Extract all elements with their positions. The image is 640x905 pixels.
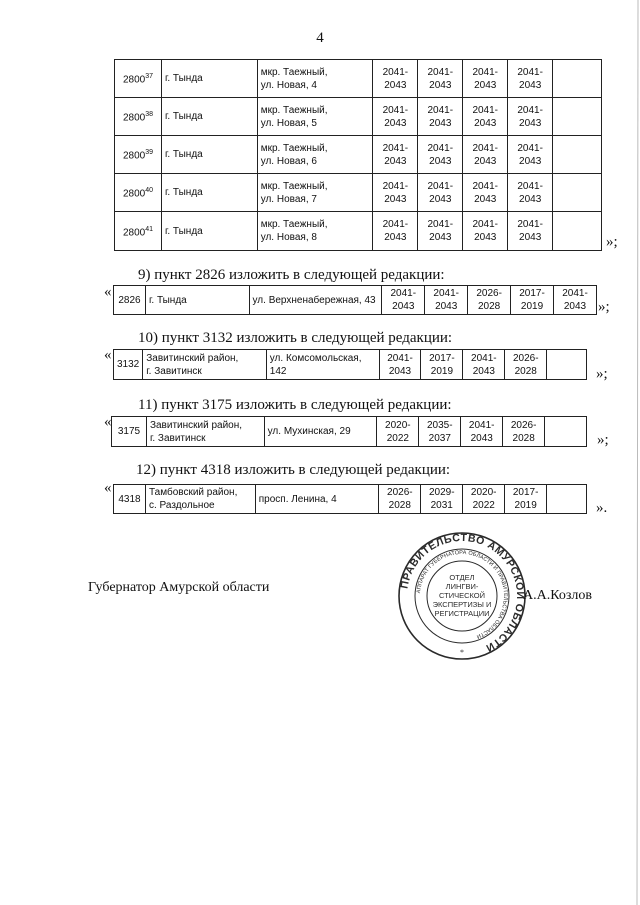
open-quote: «: [104, 480, 112, 496]
cell-period: 2041- 2043: [463, 212, 508, 251]
cell-period: 2041- 2043: [373, 60, 418, 98]
cell-num: [115, 98, 162, 136]
num-base: 2800: [122, 227, 146, 239]
cell-num: [115, 212, 162, 251]
table-row: [115, 212, 602, 251]
cell-empty: [545, 417, 587, 447]
cell-period: 2029- 2031: [421, 485, 463, 514]
cell-area: Завитинский район, г. Завитинск: [143, 350, 267, 380]
cell-period: 2041- 2043: [463, 174, 508, 212]
cell-area: Тамбовский район, с. Раздольное: [145, 485, 255, 514]
cell-empty: [553, 136, 602, 174]
cell-street: просп. Ленина, 4: [255, 485, 379, 514]
stamp-center-line: ОТДЕЛ: [449, 573, 475, 582]
cell-city: г. Тында: [161, 98, 257, 136]
cell-period: 2041- 2043: [418, 136, 463, 174]
close-quote: ».: [596, 500, 608, 516]
close-quote: »;: [598, 299, 610, 315]
num-superscript: 41: [145, 225, 153, 233]
cell-period: 2041- 2043: [418, 98, 463, 136]
cell-city: г. Тында: [161, 174, 257, 212]
cell-period: 2020- 2022: [463, 485, 505, 514]
cell-city: г. Тында: [161, 60, 257, 98]
num-superscript: 38: [145, 111, 153, 119]
cell-period: 2017- 2019: [511, 286, 554, 315]
cell-period: 2041- 2043: [463, 136, 508, 174]
cell-city: г. Тында: [161, 212, 257, 251]
cell-period: 2041- 2043: [373, 174, 418, 212]
cell-period: 2020- 2022: [377, 417, 419, 447]
cell-period: 2041- 2043: [508, 60, 553, 98]
table-row: [115, 60, 602, 98]
section-table-4318: [113, 484, 587, 514]
cell-period: 2035- 2037: [419, 417, 461, 447]
address-line: ул. Новая, 5: [260, 117, 317, 129]
cell-period: 2041- 2043: [508, 212, 553, 251]
section-heading: 10) пункт 3132 изложить в следующей редакции:: [138, 330, 453, 346]
cell-period: 2041- 2043: [508, 174, 553, 212]
official-stamp: [396, 530, 528, 662]
cell-period: 2041- 2043: [418, 60, 463, 98]
cell-period: 2041- 2043: [418, 212, 463, 251]
address-line: ул. Новая, 4: [260, 79, 317, 91]
cell-period: 2041- 2043: [463, 350, 505, 380]
address-line: ул. Новая, 8: [260, 232, 317, 243]
cell-period: 2041- 2043: [418, 174, 463, 212]
cell-period: 2041- 2043: [463, 98, 508, 136]
cell-street: ул. Верхненабережная, 43: [249, 286, 382, 315]
cell-empty: [547, 350, 587, 380]
cell-num: 3175: [112, 417, 147, 447]
address-line: мкр. Таежный,: [260, 180, 328, 192]
cell-period: 2041- 2043: [382, 286, 425, 315]
table-row: [115, 174, 602, 212]
address-line: ул. Новая, 7: [260, 193, 317, 205]
cell-street: ул. Мухинская, 29: [264, 417, 377, 447]
svg-text:ПРАВИТЕЛЬСТВО АМУРСКОЙ ОБЛАСТИ: ПРАВИТЕЛЬСТВО АМУРСКОЙ ОБЛАСТИ: [398, 531, 527, 655]
cell-empty: [553, 212, 602, 251]
address-line: ул. Новая, 6: [260, 155, 317, 167]
close-quote: »;: [597, 432, 609, 448]
num-base: 2800: [122, 150, 146, 162]
cell-empty: [553, 174, 602, 212]
address-line: мкр. Таежный,: [260, 104, 328, 116]
stamp-center-line: ЛИНГВИ-: [445, 582, 479, 591]
cell-num: 3132: [114, 350, 143, 380]
open-quote: «: [104, 347, 112, 363]
cell-empty: [553, 60, 602, 98]
page-number: 4: [316, 30, 324, 46]
cell-period: 2041- 2043: [508, 136, 553, 174]
num-base: 2800: [122, 74, 146, 86]
cell-address: [257, 98, 373, 136]
table-main: [114, 59, 602, 251]
cell-num: [115, 60, 162, 98]
section-heading: 11) пункт 3175 изложить в следующей редакции:: [138, 397, 452, 413]
cell-address: [257, 174, 373, 212]
section-table-3175: [111, 416, 587, 447]
cell-area: г. Тында: [145, 286, 249, 315]
cell-city: г. Тында: [161, 136, 257, 174]
cell-num: [115, 136, 162, 174]
stamp-center-line: РЕГИСТРАЦИИ: [434, 609, 490, 618]
open-quote: «: [104, 284, 112, 300]
cell-period: 2017- 2019: [505, 485, 547, 514]
cell-period: 2041- 2043: [554, 286, 597, 315]
scan-edge-artifact: [622, 0, 640, 905]
cell-period: 2041- 2043: [461, 417, 503, 447]
close-quote: »;: [596, 366, 608, 382]
address-line: мкр. Таежный,: [260, 219, 328, 230]
cell-empty: [553, 98, 602, 136]
cell-num: 2826: [114, 286, 146, 315]
cell-period: 2041- 2043: [373, 136, 418, 174]
section-heading: 9) пункт 2826 изложить в следующей редакции:: [138, 267, 445, 283]
table-main-body: [115, 60, 602, 251]
svg-text:АППАРАТ ГУБЕРНАТОРА ОБЛАСТИ И: АППАРАТ ГУБЕРНАТОРА ОБЛАСТИ И ПРАВИТЕЛЬСТВА ОБЛАСТИ: [416, 549, 509, 640]
address-line: мкр. Таежный,: [260, 66, 328, 78]
num-superscript: 39: [145, 149, 153, 157]
stamp-center-line: ЭКСПЕРТИЗЫ И: [432, 600, 492, 609]
address-line: мкр. Таежный,: [260, 142, 328, 154]
table-main-close-quote: »;: [606, 234, 618, 250]
cell-period: 2026- 2028: [505, 350, 547, 380]
cell-period: 2026- 2028: [379, 485, 421, 514]
cell-street: ул. Комсомольская, 142: [266, 350, 379, 380]
section-table-2826: [113, 285, 597, 315]
cell-period: 2041- 2043: [425, 286, 468, 315]
num-base: 2800: [122, 112, 146, 124]
signatory-position: Губернатор Амурской области: [88, 580, 270, 595]
svg-text:*: *: [460, 648, 464, 657]
cell-period: 2026- 2028: [468, 286, 511, 315]
cell-address: [257, 136, 373, 174]
table-row: [115, 136, 602, 174]
num-base: 2800: [122, 188, 146, 200]
cell-period: 2041- 2043: [508, 98, 553, 136]
num-superscript: 40: [145, 187, 153, 195]
num-superscript: 37: [145, 73, 153, 81]
open-quote: «: [104, 414, 112, 430]
cell-period: 2017- 2019: [421, 350, 463, 380]
cell-num: [115, 174, 162, 212]
cell-empty: [547, 485, 587, 514]
cell-period: 2026- 2028: [503, 417, 545, 447]
cell-period: 2041- 2043: [373, 98, 418, 136]
signatory-name: А.А.Козлов: [523, 588, 592, 603]
cell-address: [257, 60, 373, 98]
stamp-center-line: СТИЧЕСКОЙ: [438, 591, 486, 600]
cell-address: [257, 212, 373, 251]
section-table-3132: [113, 349, 587, 380]
cell-period: 2041- 2043: [463, 60, 508, 98]
cell-period: 2041- 2043: [379, 350, 421, 380]
section-heading: 12) пункт 4318 изложить в следующей редакции:: [136, 462, 451, 478]
table-row: [115, 98, 602, 136]
cell-area: Завитинский район, г. Завитинск: [146, 417, 264, 447]
cell-num: 4318: [114, 485, 146, 514]
cell-period: 2041- 2043: [373, 212, 418, 251]
